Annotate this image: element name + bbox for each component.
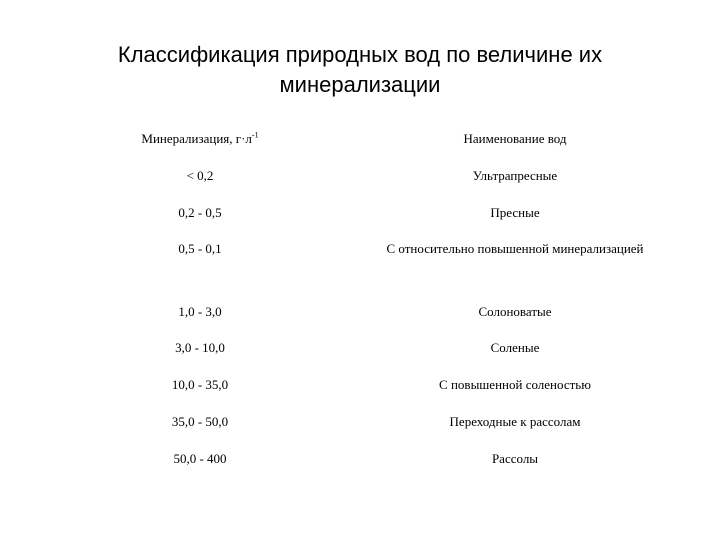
row-1-name: Ультрапресные — [472, 168, 558, 183]
row-7-range: 35,0 - 50,0 — [171, 414, 229, 429]
row-1-range: < 0,2 — [186, 168, 214, 183]
row-3-name: С относительно повышенной минерализацией — [386, 241, 644, 256]
header-mineralization — [110, 131, 290, 147]
row-6-range: 10,0 - 35,0 — [171, 377, 229, 392]
row-2-range: 0,2 - 0,5 — [178, 205, 222, 220]
header-mineralization-superscript: -1 — [251, 130, 259, 140]
row-5-name: Соленые — [490, 340, 540, 355]
slide-title-line-1: Классификация природных вод по величине их — [117, 42, 603, 67]
row-5-range: 3,0 - 10,0 — [175, 340, 225, 355]
row-8-range: 50,0 - 400 — [173, 451, 227, 466]
row-4-range: 1,0 - 3,0 — [178, 304, 222, 319]
row-8-name: Рассолы — [491, 451, 539, 466]
header-water-name: Наименование вод — [463, 131, 567, 146]
header-mineralization-text: Минерализация, г·л — [141, 131, 252, 146]
row-6-name: С повышенной соленостью — [439, 377, 591, 392]
row-7-name: Переходные к рассолам — [449, 414, 581, 429]
slide-title-line-2: минерализации — [279, 72, 441, 97]
row-2-name: Пресные — [490, 205, 540, 220]
row-4-name: Солоноватые — [478, 304, 552, 319]
row-3-range: 0,5 - 0,1 — [178, 241, 222, 256]
